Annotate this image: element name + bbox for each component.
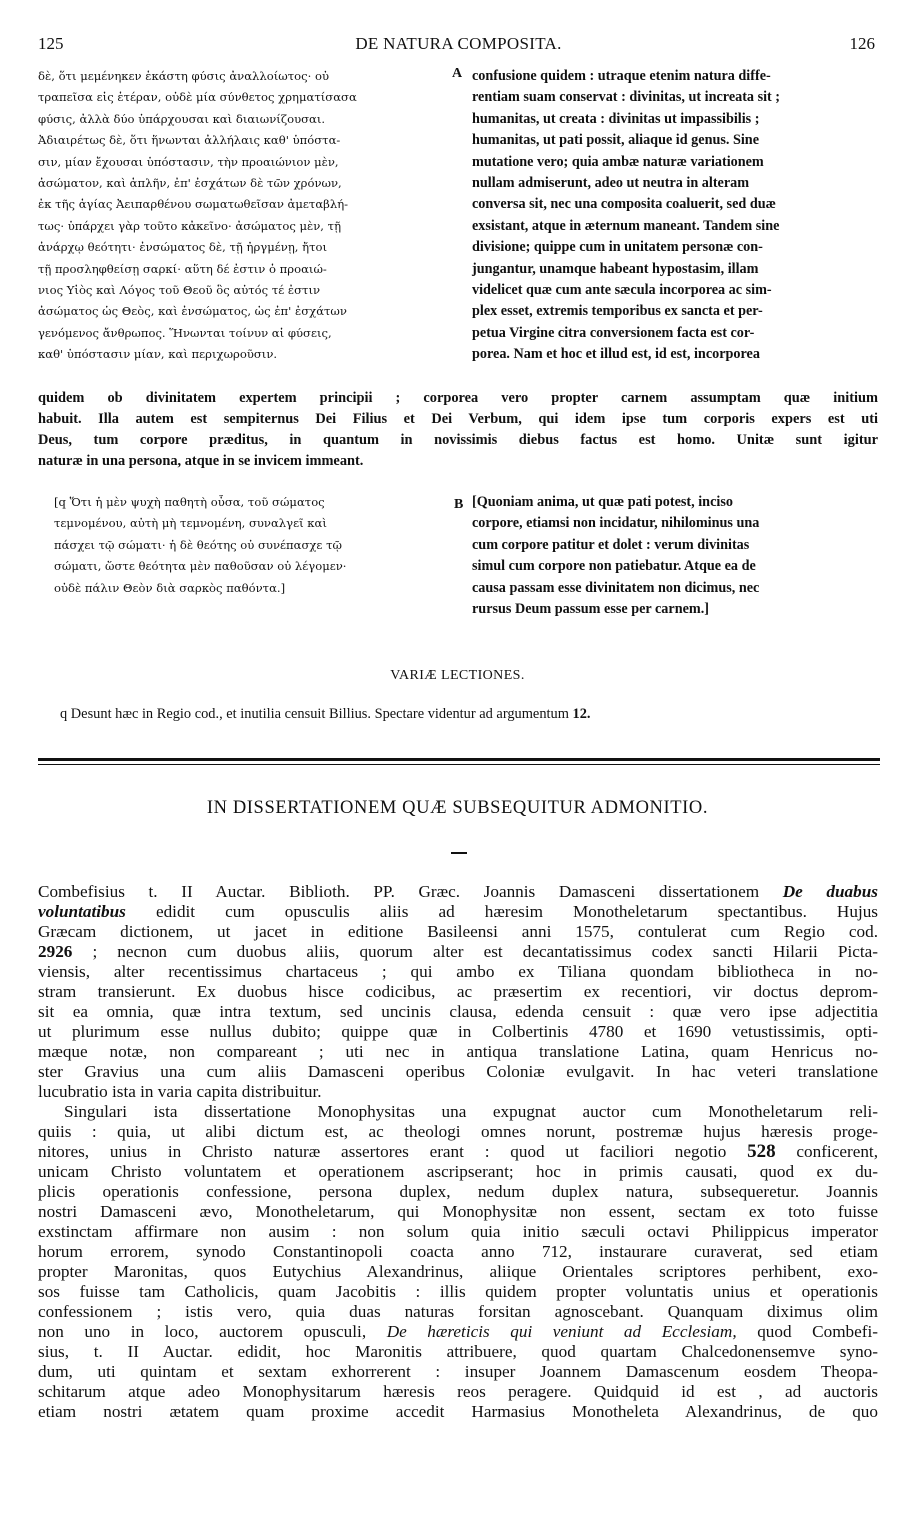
latin-column-bracketed (472, 492, 878, 620)
greek-text-line: τραπεῖσα εἰς ἑτέραν, οὐδὲ μία σύνθετος χρηματίσασα (38, 90, 357, 105)
section-marker-a: A (452, 66, 463, 81)
text-run: confessionem ; istis vero, quia duas naturas forsitan agnoscebant. Quanquam diximus olim (38, 1302, 878, 1321)
text-run: propter Maronitas, quos Eutychius Alexandrinus, aliique Orientales scriptores perhibent, exo- (38, 1262, 878, 1281)
page-number-left: 125 (38, 34, 64, 53)
greek-text-line: καθ' ὑπόστασιν μίαν, καὶ περιχωροῦσιν. (38, 347, 278, 362)
paragraph-line (38, 1142, 878, 1162)
section-divider-thick (38, 758, 880, 761)
text-run: etiam nostri ætatem quam proxime accedit Harmasius Monotheleta Alexandrinus, de quo (38, 1402, 878, 1421)
running-header (38, 34, 879, 56)
latin-text-line: simul cum corpore non patiebatur. Atque ea de (472, 558, 756, 575)
text-run: non uno in loco, auctorem opusculi, (38, 1322, 387, 1341)
latin-full-width-text (38, 388, 878, 472)
greek-text-line: οὐδὲ πάλιν Θεὸν διὰ σαρκὸς παθόντα.] (54, 580, 286, 595)
paragraph-line (38, 1062, 878, 1082)
greek-text-line: πάσχει τῷ σώματι· ἡ δὲ θεότης οὐ συνέπασχε τῷ (54, 537, 342, 552)
latin-text-line: petua Virgine citra conversionem facta est cor- (472, 324, 755, 341)
text-run: nitores, unius in Christo naturæ assertores erant : quod ut faciliori negotio (38, 1142, 748, 1161)
paragraph-line (38, 1382, 878, 1402)
latin-text-line: humanitas, ut pati possit, aliaque id genus. Sine (472, 132, 759, 149)
greek-text-line: νιος Υἱὸς καὶ Λόγος τοῦ Θεοῦ ὃς αὐτός τέ ἐστιν (38, 283, 321, 298)
running-title: DE NATURA COMPOSITA. (355, 34, 562, 53)
latin-text-line: [Quoniam anima, ut quæ pati potest, inciso (472, 494, 733, 510)
text-run: ster Gravius una cum aliis Damasceni operibus Coloniæ evulgavit. In hac veteri translatione (38, 1062, 878, 1081)
latin-text-line: corpore, etiamsi non incidatur, nihilominus una (472, 515, 760, 532)
text-run: horum errorem, synodo Constantinopoli coacta anno 712, instaurare curaverat, sed etiam (38, 1242, 878, 1261)
text-run: mæque notæ, non compareant ; uti nec in antiqua translatione Latina, quam Henricus no- (38, 1042, 878, 1061)
variant-note-number: 12. (572, 706, 591, 722)
greek-text-line: τως· ὑπάρχει γὰρ τοῦτο κἀκεῖνο· ἀσώματος μὲν, τῇ (38, 218, 342, 233)
latin-text-line: rentiam suam conservat : divinitas, ut increata sit ; (472, 89, 781, 106)
text-run: sos fuisse tam Catholicis, quam Jacobitis : illis quidem propter voluntatis unius et operationis (38, 1282, 878, 1301)
latin-text-line: plex esset, extremis temporibus ex sancta et per- (472, 303, 763, 320)
greek-text-line: σώματι, ὥστε θεότητα μὲν παθοῦσαν οὐ λέγομεν· (54, 559, 347, 574)
paragraph-line (38, 1362, 878, 1382)
paragraph-line (38, 1322, 878, 1342)
paragraph-line (38, 1162, 878, 1182)
latin-text-line: rursus Deum passum esse per carnem.] (472, 601, 709, 618)
greek-text-line: ἀσώματος ὡς Θεὸς, καὶ ἐνσώματος, ὡς ἐπ' ἐσχάτων (38, 304, 347, 319)
latin-text-line: humanitas, ut creata : divinitas ut impassibilis ; (472, 110, 760, 127)
greek-text-line: γενόμενος ἄνθρωπος. Ἥνωνται τοίνυν αἱ φύσεις, (38, 325, 332, 340)
latin-text-line: conversa sit, nec una composita coaluerit, sed duæ (472, 196, 776, 213)
section-marker-b: B (454, 497, 464, 512)
paragraph-line (38, 1022, 878, 1042)
greek-text-line: ἀνάρχῳ θεότητι· ἐνσώματος δὲ, τῇ ἠργμένῃ, ἤτοι (38, 240, 328, 255)
paragraph-line (38, 882, 878, 902)
text-run: sit ea omnia, quæ intra textum, sed uncinis clausa, edenda censuit : quæ vero ipse adjectitia (38, 1002, 878, 1021)
paragraph-2 (38, 1102, 878, 1422)
latin-text-line: jungantur, unamque habeant hypostasim, illam (472, 260, 759, 277)
paragraph-line (38, 1042, 878, 1062)
greek-text-line: ἀσώματον, καὶ ἁπλῆν, ἐπ' ἐσχάτων δὲ τῶν χρόνων, (38, 176, 342, 191)
text-run: quiis : quia, ut alibi dictum est, ac theologi omnes norunt, postremæ hujus hæresis proge- (38, 1122, 878, 1141)
latin-text-line: habuit. Illa autem est sempiternus Dei Filius et Dei Verbum, qui idem ipse tum corporis expers est uti (38, 411, 878, 427)
greek-text-line: φύσις, ἀλλὰ δύο ὑπάρχουσαι καὶ διαιωνίζουσαι. (38, 111, 326, 126)
greek-text-line: [q Ὅτι ἡ μὲν ψυχὴ παθητὴ οὖσα, τοῦ σώματος (54, 495, 325, 509)
paragraph-line (38, 1182, 878, 1202)
paragraph-line (38, 1202, 878, 1222)
greek-text-line: Ἀδιαιρέτως δὲ, ὅτι ἥνωνται ἀλλήλαις καθ' ὑπόστα- (38, 133, 341, 148)
paragraph-line (38, 982, 878, 1002)
text-run: voluntatibus (38, 902, 126, 921)
text-run: sius, t. II Auctar. edidit, hoc Maronitis attribuere, quod quartam Chalcedonensemve syno- (38, 1342, 878, 1361)
marginal-page-number: 528 (747, 1141, 776, 1162)
latin-text-line: divisione; quippe cum in unitatem personæ con- (472, 239, 763, 256)
paragraph-line (38, 1002, 878, 1022)
paragraph-line (38, 1222, 878, 1242)
paragraph-line (38, 1342, 878, 1362)
page-number-right: 126 (849, 34, 875, 53)
text-run: dum, uti quintam et sextam exhorrerent : insuper Joannem Damascenum eosdem Theopa- (38, 1362, 878, 1381)
latin-text-line: mutatione vero; quia ambæ naturæ variationem (472, 153, 764, 170)
greek-text-line: σιν, μίαν ἔχουσαι ὑπόστασιν, τὴν προαιώνιον μὲν, (38, 154, 339, 169)
text-run: 2926 (38, 942, 73, 961)
latin-column-top (472, 66, 878, 366)
paragraph-line (38, 1242, 878, 1262)
variae-lectiones-heading: VARIÆ LECTIONES. (390, 668, 525, 683)
text-run: De duabus (782, 882, 878, 901)
text-run: De hæreticis qui veniunt ad Ecclesiam, (386, 1322, 737, 1341)
paragraph-line (38, 902, 878, 922)
paragraph-1 (38, 882, 878, 1102)
paragraph-line (38, 1282, 878, 1302)
text-run: edidit cum opusculis aliis ad hæresim Monotheletarum spectantibus. Hujus (125, 902, 878, 921)
latin-text-line: Deus, tum corpore præditus, in quantum in novissimis diebus factus est homo. Unitæ sunt igitur (38, 432, 878, 448)
text-run: quod Combefi- (736, 1322, 879, 1341)
text-run: schitarum atque adeo Monophysitarum hæresis reos peragere. Quidquid id est , ad auctoris (38, 1382, 878, 1401)
latin-text-line: quidem ob divinitatem expertem principii ; corporea vero propter carnem assumptam quæ initium (38, 390, 878, 406)
latin-text-line: causa passam esse divinitatem non dicimus, nec (472, 579, 760, 596)
section-divider-thin (38, 764, 880, 765)
text-run: Singulari ista dissertatione Monophysitas una expugnat auctor cum Monotheletarum reli- (64, 1102, 878, 1121)
variae-lectiones-note (60, 706, 591, 723)
text-run: plicis operationis confessione, persona duplex, nedum duplex natura, subsequeretur. Joannis (38, 1182, 878, 1201)
paragraph-line (38, 962, 878, 982)
text-run: ; necnon cum duobus aliis, quorum alter est decantatissimus codex sancti Hilarii Picta- (72, 942, 878, 961)
greek-text-line: ἐκ τῆς ἁγίας Ἀειπαρθένου σωματωθεῖσαν ἀμεταβλή- (38, 197, 349, 212)
text-run: Græcam dictionem, ut jacet in editione Basileensi anni 1575, contulerat cum Regio cod. (38, 922, 878, 941)
section-title: IN DISSERTATIONEM QUÆ SUBSEQUITUR ADMONITIO. (206, 798, 709, 818)
text-run: stram transierunt. Ex duobus hisce codicibus, ac præsertim ex recentiori, vir doctus deprom- (38, 982, 878, 1001)
text-run: ut plurimum esse nullus dubito; quippe quæ in Colbertinis 4780 et 1690 vetustissimis, opti- (38, 1022, 878, 1041)
paragraph-line (38, 922, 878, 942)
text-run: viensis, alter recentissimus chartaceus ; qui ambo ex Tiliana quondam bibliotheca in no- (38, 962, 878, 981)
greek-column-top (38, 66, 456, 366)
text-run: exstinctam affirmare non ausim : non solum quia initio sæculi octavi Philippicus imperator (38, 1222, 878, 1241)
variant-note-text: q Desunt hæc in Regio cod., et inutilia censuit Billius. Spectare videntur ad argumentum (60, 706, 569, 722)
latin-text-line: naturæ in una persona, atque in se invicem immeant. (38, 453, 364, 469)
greek-text-line: τεμνομένου, αὐτὴ μὴ τεμνομένη, συναλγεῖ καὶ (54, 516, 327, 531)
paragraph-line (38, 1402, 878, 1422)
admonitio-body (38, 882, 878, 1422)
paragraph-line (38, 942, 878, 962)
latin-text-line: exsistant, atque in æternum maneant. Tandem sine (472, 217, 780, 234)
text-run: conficerent, (775, 1142, 878, 1161)
greek-column-bracketed (54, 492, 456, 599)
paragraph-line (38, 1262, 878, 1282)
paragraph-line (38, 1102, 878, 1122)
latin-text-line: cum corpore patitur et dolet : verum divinitas (472, 536, 750, 553)
greek-text-line: δὲ, ὅτι μεμένηκεν ἑκάστη φύσις ἀναλλοίωτος· οὐ (38, 69, 329, 83)
paragraph-line (38, 1122, 878, 1142)
text-run: Combefisius t. II Auctar. Biblioth. PP. Græc. Joannis Damasceni dissertationem (38, 882, 783, 901)
latin-text-line: videlicet quæ cum ante sæcula incorporea ac sim- (472, 282, 772, 299)
paragraph-line (38, 1082, 878, 1102)
latin-text-line: confusione quidem : utraque etenim natura diffe- (472, 68, 771, 84)
latin-text-line: nullam admiserunt, adeo ut neutra in alteram (472, 175, 750, 192)
greek-text-line: τῇ προσληφθείσῃ σαρκί· αὕτη δέ ἐστιν ὁ προαιώ- (38, 261, 327, 276)
latin-text-line: porea. Nam et hoc et illud est, id est, incorporea (472, 346, 760, 363)
text-run: unicam Christo voluntatem et operationem ascripserant; hoc in primis causati, quod ex du- (38, 1162, 878, 1181)
text-run: nostri Damasceni ævo, Monotheletarum, qui Monophysitæ non essent, sectam ex toto fuisse (38, 1202, 878, 1221)
title-dash (451, 852, 467, 854)
paragraph-line (38, 1302, 878, 1322)
text-run: lucubratio ista in varia capita distribuitur. (38, 1082, 322, 1101)
